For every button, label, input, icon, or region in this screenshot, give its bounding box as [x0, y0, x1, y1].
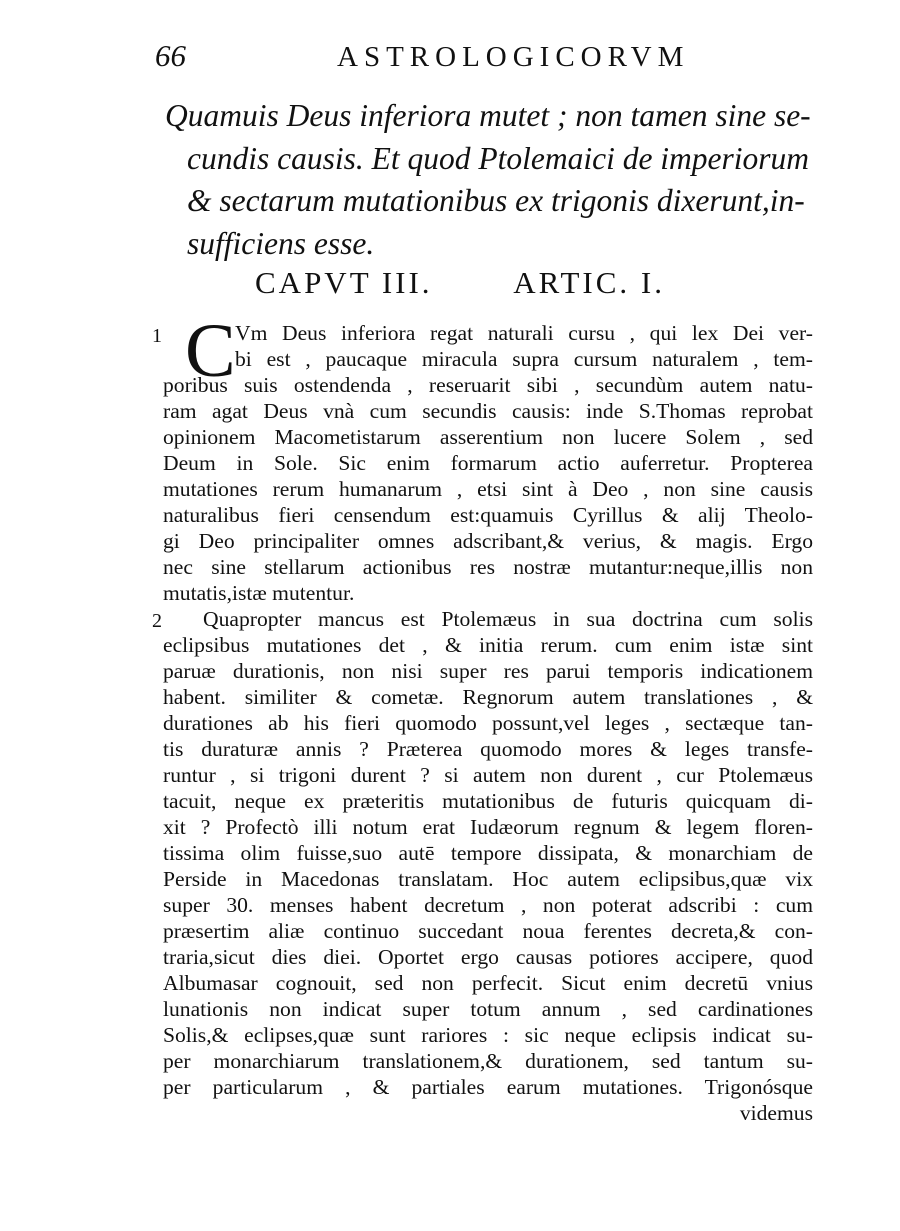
text-line: paruæ durationis, non nisi super res parui temporis indicationem	[163, 659, 813, 683]
text-line: super 30. menses habent decretum , non poterat adscribi : cum	[163, 893, 813, 917]
drop-cap-initial: C	[185, 309, 236, 393]
paragraph-number: 2	[152, 610, 162, 632]
text-line: tacuit, neque ex præteritis mutationibus de futuris quicquam di-	[163, 789, 813, 813]
text-line: opinionem Macometistarum asserentium non lucere Solem , sed	[163, 425, 813, 449]
text-line: mutatis,istæ mutentur.	[163, 581, 355, 605]
summary-line: Quamuis Deus inferiora mutet ; non tamen sine se-	[165, 98, 811, 133]
body-text	[152, 309, 813, 1126]
catchword: videmus	[739, 1101, 813, 1125]
text-line: mutationes rerum humanarum , etsi sint à Deo , non sine causis	[163, 477, 813, 501]
chapter-summary	[165, 95, 825, 265]
running-head: ASTROLOGICORVM	[337, 41, 690, 73]
text-line: Quapropter mancus est Ptolemæus in sua doctrina cum solis	[203, 607, 813, 631]
text-line: per monarchiarum translationem,& durationem, sed tantum su-	[163, 1049, 813, 1073]
caput-label: CAPVT III.	[255, 265, 433, 300]
text-line: Deum in Sole. Sic enim formarum actio auferretur. Propterea	[163, 451, 813, 475]
text-line: tissima olim fuisse,suo autē tempore dissipata, & monarchiam de	[163, 841, 813, 865]
text-line: Solis,& eclipses,quæ sunt rariores : sic neque eclipsis indicat su-	[163, 1023, 813, 1047]
text-line: præsertim aliæ continuo succedant noua ferentes decreta,& con-	[163, 919, 813, 943]
text-line: xit ? Profectò illi notum erat Iudæorum regnum & legem floren-	[163, 815, 813, 839]
text-line: durationes ab his fieri quomodo possunt,vel leges , sectæque tan-	[163, 711, 813, 735]
artic-label: ARTIC. I.	[513, 265, 666, 300]
chapter-heading	[255, 265, 665, 301]
text-line: runtur , si trigoni durent ? si autem non durent , cur Ptolemæus	[163, 763, 813, 787]
page-number: 66	[155, 38, 186, 73]
text-line: poribus suis ostendenda , reseruarit sibi , secundùm autem natu-	[163, 373, 813, 397]
text-line: eclipsibus mutationes det , & initia rerum. cum enim istæ sint	[163, 633, 813, 657]
text-line: habent. similiter & cometæ. Regnorum autem translationes , &	[163, 685, 813, 709]
text-line: nec sine stellarum actionibus res nostræ mutantur:neque,illis non	[163, 555, 813, 579]
paragraph-1	[152, 309, 813, 606]
summary-line: cundis causis. Et quod Ptolemaici de imperiorum	[187, 140, 810, 176]
text-line: lunationis non indicat super totum annum , sed cardinationes	[163, 997, 813, 1021]
text-line: naturalibus fieri censendum est:quamuis Cyrillus & alij Theolo-	[163, 503, 813, 527]
text-line: Vm Deus inferiora regat naturali cursu , qui lex Dei ver-	[235, 321, 813, 345]
text-line: ram agat Deus vnà cum secundis causis: inde S.Thomas reprobat	[163, 399, 813, 423]
summary-line: & sectarum mutationibus ex trigonis dixerunt,in-	[187, 183, 805, 218]
text-line: per particularum , & partiales earum mutationes. Trigonósque	[163, 1075, 813, 1099]
summary-line: sufficiens esse.	[187, 225, 375, 261]
text-line: Perside in Macedonas translatam. Hoc autem eclipsibus,quæ vix	[163, 867, 813, 891]
text-line: traria,sicut dies diei. Oportet ergo causas potiores accipere, quod	[163, 945, 813, 969]
text-line: gi Deo principaliter omnes adscribant,& verius, & magis. Ergo	[163, 529, 813, 553]
page-header	[155, 38, 815, 78]
text-line: tis duraturæ annis ? Præterea quomodo mores & leges transfe-	[163, 737, 813, 761]
text-line: Albumasar cognouit, sed non perfecit. Sicut enim decretū vnius	[163, 971, 813, 995]
paragraph-2	[152, 606, 813, 1126]
paragraph-number: 1	[152, 325, 162, 347]
text-line: bi est , paucaque miracula supra cursum naturalem , tem-	[235, 347, 813, 371]
